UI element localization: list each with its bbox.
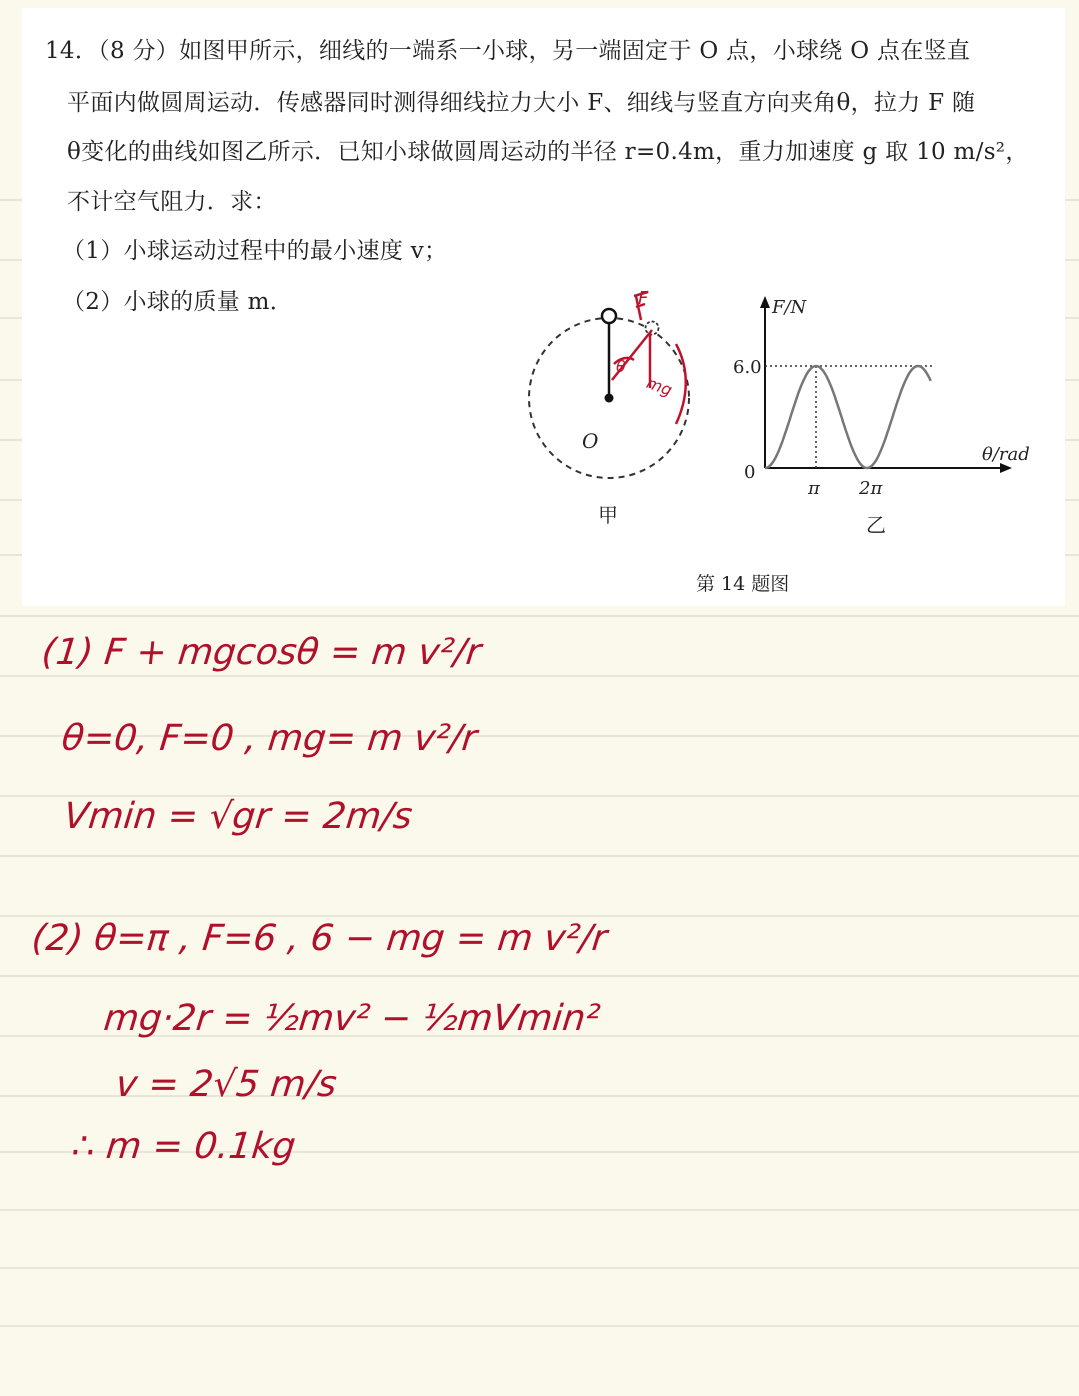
figures [0, 0, 1079, 610]
handwriting-line-3: Vmin = √gr = 2m/s [61, 796, 415, 837]
angle-theta-label: θ [616, 357, 626, 376]
question-part-1: （1）小球运动过程中的最小速度 v； [62, 238, 448, 264]
y-axis-arrow [760, 296, 770, 308]
ball-displaced [646, 322, 659, 335]
y-axis-label: F/N [772, 297, 807, 318]
figure-yi [733, 296, 1030, 537]
x-axis-label: θ/rad [982, 444, 1030, 465]
handwriting-line-7: ∴ m = 0.1kg [69, 1126, 298, 1167]
origin-label: 0 [744, 462, 756, 483]
figure-jia-caption: 甲 [598, 503, 618, 527]
weight-mg-label: mg [644, 373, 675, 400]
red-arc [676, 344, 686, 424]
question-line-2: 平面内做圆周运动．传感器同时测得细线拉力大小 F、细线与竖直方向夹角θ，拉力 F 随 [67, 90, 976, 116]
center-label-o: O [582, 429, 599, 453]
question-line-3: θ变化的曲线如图乙所示．已知小球做圆周运动的半径 r=0.4m，重力加速度 g 取 10 m/s²， [67, 139, 1029, 165]
force-f-label: F [638, 288, 649, 309]
question-line-4: 不计空气阻力．求： [67, 189, 277, 215]
y-tick-6: 6.0 [733, 357, 762, 378]
handwriting-line-6: v = 2√5 m/s [113, 1064, 339, 1105]
tension-curve [765, 366, 931, 468]
x-tick-pi: π [808, 478, 820, 499]
handwriting-line-5: mg·2r = ½mv² − ½mVmin² [101, 998, 602, 1039]
figure-caption: 第 14 题图 [696, 573, 790, 595]
handwriting-line-1: (1) F + mgcosθ = m v²/r [39, 632, 484, 673]
handwriting-line-2: θ=0, F=0 , mg= m v²/r [59, 718, 479, 759]
question-line-1: 14．（8 分）如图甲所示，细线的一端系一小球，另一端固定于 O 点，小球绕 O 点在竖直 [45, 38, 971, 64]
question-part-2: （2）小球的质量 m． [62, 289, 294, 315]
ball-top [602, 309, 616, 323]
center-point-o [605, 394, 614, 403]
figure-jia [529, 288, 689, 527]
handwriting-line-4: (2) θ=π , F=6 , 6 − mg = m v²/r [29, 918, 609, 959]
x-tick-2pi: 2π [859, 478, 883, 499]
figure-yi-caption: 乙 [866, 513, 886, 537]
